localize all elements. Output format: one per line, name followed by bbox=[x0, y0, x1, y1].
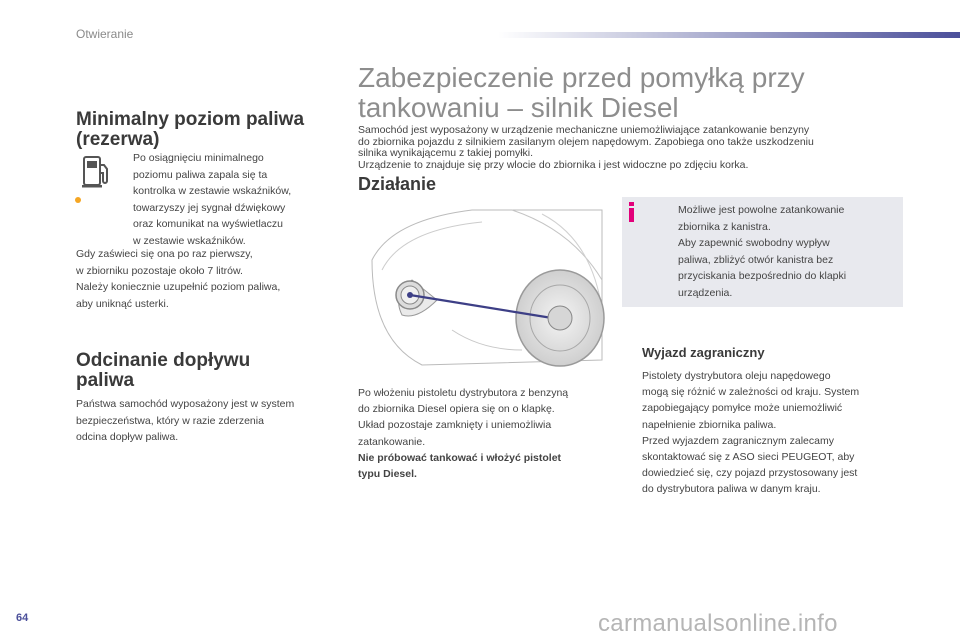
cutoff-text bbox=[76, 396, 346, 446]
watermark: carmanualsonline.info bbox=[598, 610, 838, 637]
warning-line: typu Diesel. bbox=[358, 468, 417, 481]
text-line: Samochód jest wyposażony w urządzenie mechaniczne uniemożliwiające zatankowanie benzyny bbox=[358, 124, 810, 136]
cutoff-heading-line1: Odcinanie dopływu bbox=[76, 350, 251, 371]
text-line: do zbiornika Diesel opiera się on o klapkę. bbox=[358, 403, 555, 416]
text-line: zbiornika z kanistra. bbox=[678, 220, 771, 233]
warning-indicator-dot bbox=[75, 197, 81, 203]
text-line: silnika wynikającemu z takiej pomyłki. bbox=[358, 147, 534, 159]
page-number: 64 bbox=[16, 612, 29, 624]
text-line: napełnienie zbiornika paliwa. bbox=[642, 418, 777, 431]
text-line: Po osiągnięciu minimalnego bbox=[133, 152, 264, 164]
text-line: mogą się różnić w zależności od kraju. System bbox=[642, 386, 860, 399]
page-title-line1: Zabezpieczenie przed pomyłką przy bbox=[358, 62, 805, 93]
info-text bbox=[678, 202, 890, 301]
text-line: oraz komunikat na wyświetlaczu bbox=[133, 218, 283, 230]
text-line: odcina dopływ paliwa. bbox=[76, 431, 179, 443]
intro-text bbox=[358, 125, 910, 171]
text-line: do dystrybutora paliwa w danym kraju. bbox=[642, 483, 821, 496]
abroad-text bbox=[642, 368, 912, 498]
text-line: Aby zapewnić swobodny wypływ bbox=[678, 237, 830, 249]
text-line: bezpieczeństwa, który w razie zderzenia bbox=[76, 414, 264, 427]
text-line: w zbiorniku pozostaje około 7 litrów. bbox=[76, 264, 243, 277]
dzialanie-text bbox=[358, 385, 613, 482]
cutoff-heading bbox=[76, 351, 250, 391]
text-line: w zestawie wskaźników. bbox=[133, 234, 246, 247]
text-line: zapobiegający pomyłce może uniemożliwić bbox=[642, 402, 843, 415]
text-line: Pistolety dystrybutora oleju napędowego bbox=[642, 370, 831, 382]
min-fuel-heading bbox=[76, 110, 304, 150]
text-line: dowiedzieć się, czy pojazd przystosowany jest bbox=[642, 467, 858, 480]
text-line: Gdy zaświeci się ona po raz pierwszy, bbox=[76, 248, 253, 260]
text-line: aby uniknąć usterki. bbox=[76, 297, 169, 310]
dzialanie-heading: Działanie bbox=[358, 174, 437, 194]
abroad-heading: Wyjazd zagraniczny bbox=[642, 345, 765, 360]
text-line: przyciskania bezpośrednio do klapki bbox=[678, 270, 847, 282]
text-line: Państwa samochód wyposażony jest w system bbox=[76, 398, 295, 410]
header-decorative-bar bbox=[498, 32, 960, 38]
text-line: Urządzenie to znajduje się przy wlocie do zbiornika i jest widoczne po zdjęciu korka. bbox=[358, 158, 749, 171]
text-line: paliwa, zbliżyć otwór kanistra bez bbox=[678, 253, 834, 266]
fuel-pump-icon bbox=[80, 153, 112, 191]
warning-line: Nie próbować tankować i włożyć pistolet bbox=[358, 451, 562, 464]
min-fuel-heading-line1: Minimalny poziom paliwa bbox=[76, 109, 305, 130]
page-title bbox=[358, 63, 918, 123]
text-line: Układ pozostaje zamknięty i uniemożliwia bbox=[358, 419, 552, 432]
text-line: towarzyszy jej sygnał dźwiękowy bbox=[133, 201, 286, 214]
text-line: urządzenia. bbox=[678, 286, 733, 299]
fuel-filler-illustration bbox=[362, 200, 610, 370]
page-title-line2: tankowaniu – silnik Diesel bbox=[358, 92, 679, 123]
text-line: Po włożeniu pistoletu dystrybutora z benzyną bbox=[358, 387, 569, 399]
text-line: skontaktować się z ASO sieci PEUGEOT, aby bbox=[642, 451, 855, 464]
text-line: poziomu paliwa zapala się ta bbox=[133, 168, 268, 181]
cutoff-heading-line2: paliwa bbox=[76, 370, 135, 391]
min-fuel-text bbox=[133, 150, 333, 249]
info-icon bbox=[627, 202, 637, 222]
min-fuel-paragraph bbox=[76, 246, 336, 312]
text-line: kontrolka w zestawie wskaźników, bbox=[133, 185, 292, 197]
text-line: Należy koniecznie uzupełnić poziom paliwa, bbox=[76, 281, 281, 293]
header-section-title: Otwieranie bbox=[76, 27, 134, 41]
text-line: Możliwe jest powolne zatankowanie bbox=[678, 204, 845, 216]
text-line: zatankowanie. bbox=[358, 435, 426, 448]
text-line: Przed wyjazdem zagranicznym zalecamy bbox=[642, 434, 834, 447]
min-fuel-heading-line2: (rezerwa) bbox=[76, 129, 160, 150]
text-line: do zbiornika pojazdu z silnikiem zasilanym olejem napędowym. Zapobiega ono także uszkodzeniu bbox=[358, 135, 814, 148]
